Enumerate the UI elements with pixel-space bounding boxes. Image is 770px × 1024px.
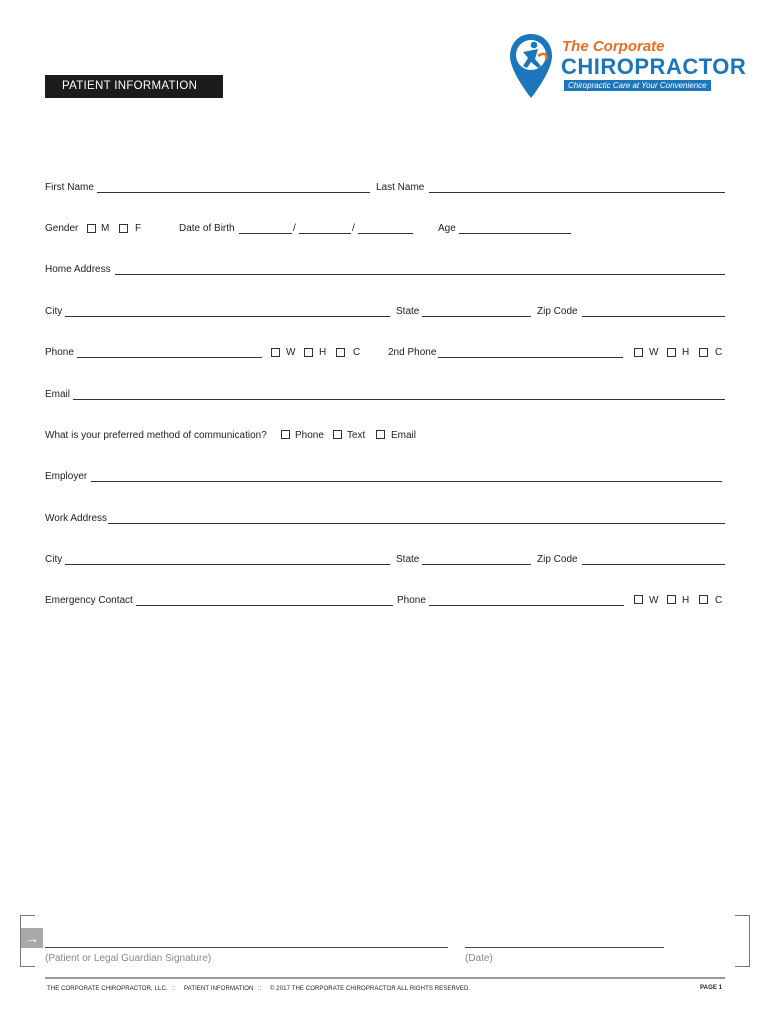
work-zip-field[interactable] [582, 564, 725, 565]
comm-email-label: Email [391, 430, 417, 441]
city-field[interactable] [65, 316, 390, 317]
section-title: PATIENT INFORMATION [62, 80, 198, 92]
location-pin-icon [508, 32, 554, 100]
emergency-w-label: W [649, 595, 659, 606]
zip-field[interactable] [582, 316, 725, 317]
gender-f-checkbox[interactable] [119, 224, 128, 233]
state-field[interactable] [422, 316, 531, 317]
emergency-phone-field[interactable] [429, 605, 624, 606]
footer-divider [45, 977, 725, 979]
phone-h-checkbox[interactable] [304, 348, 313, 357]
footer-separator: :: [258, 986, 262, 992]
dob-label: Date of Birth [179, 223, 235, 234]
signature-label: (Patient or Legal Guardian Signature) [45, 953, 212, 964]
dob-month-field[interactable] [239, 233, 292, 234]
gender-m-checkbox[interactable] [87, 224, 96, 233]
gender-label: Gender [45, 223, 79, 234]
sign-here-tab [21, 928, 43, 948]
footer-separator: :: [172, 986, 176, 992]
comm-phone-label: Phone [295, 430, 324, 441]
dob-separator: / [352, 223, 355, 234]
footer-company: THE CORPORATE CHIROPRACTOR, LLC. [47, 986, 168, 992]
second-phone-c-checkbox[interactable] [699, 348, 708, 357]
work-zip-label: Zip Code [537, 554, 578, 565]
footer-doc-title: PATIENT INFORMATION [184, 986, 254, 992]
second-phone-c-label: C [715, 347, 723, 358]
signature-bracket-right [735, 915, 750, 967]
email-label: Email [45, 389, 71, 400]
section-title-bar [45, 75, 223, 98]
emergency-c-label: C [715, 595, 723, 606]
work-city-label: City [45, 554, 63, 565]
phone-w-checkbox[interactable] [271, 348, 280, 357]
signature-date-field[interactable] [465, 947, 664, 948]
home-address-field[interactable] [115, 274, 725, 275]
work-city-field[interactable] [65, 564, 390, 565]
emergency-h-label: H [682, 595, 690, 606]
work-state-field[interactable] [422, 564, 531, 565]
work-address-label: Work Address [45, 513, 108, 524]
phone-w-label: W [286, 347, 296, 358]
work-address-field[interactable] [108, 523, 725, 524]
signature-field[interactable] [45, 947, 448, 948]
phone-c-label: C [353, 347, 361, 358]
work-state-label: State [396, 554, 420, 565]
first-name-field[interactable] [97, 192, 370, 193]
last-name-field[interactable] [429, 192, 725, 193]
footer-copyright: © 2017 THE CORPORATE CHIROPRACTOR ALL RIGHTS RESERVED. [270, 986, 471, 992]
logo-line2: CHIROPRACTOR [561, 54, 747, 79]
emergency-phone-label: Phone [397, 595, 426, 606]
dob-separator: / [293, 223, 296, 234]
brand-logo [505, 32, 747, 102]
second-phone-h-checkbox[interactable] [667, 348, 676, 357]
signature-date-label: (Date) [465, 953, 493, 964]
second-phone-h-label: H [682, 347, 690, 358]
gender-f-label: F [135, 223, 142, 234]
emergency-contact-label: Emergency Contact [45, 595, 133, 606]
phone-h-label: H [319, 347, 327, 358]
age-label: Age [438, 223, 456, 234]
email-field[interactable] [73, 399, 725, 400]
dob-year-field[interactable] [358, 233, 413, 234]
comm-text-label: Text [347, 430, 366, 441]
footer-page-number: PAGE 1 [700, 985, 723, 991]
logo-line1: The Corporate [562, 38, 665, 55]
emergency-c-checkbox[interactable] [699, 595, 708, 604]
state-label: State [396, 306, 420, 317]
comm-text-checkbox[interactable] [333, 430, 342, 439]
zip-label: Zip Code [537, 306, 578, 317]
home-address-label: Home Address [45, 264, 111, 275]
age-field[interactable] [459, 233, 571, 234]
employer-label: Employer [45, 471, 88, 482]
dob-day-field[interactable] [299, 233, 351, 234]
employer-field[interactable] [91, 481, 722, 482]
arrow-icon: → [25, 930, 39, 946]
emergency-w-checkbox[interactable] [634, 595, 643, 604]
phone-label: Phone [45, 347, 74, 358]
comm-phone-checkbox[interactable] [281, 430, 290, 439]
gender-m-label: M [101, 223, 110, 234]
second-phone-w-label: W [649, 347, 659, 358]
last-name-label: Last Name [376, 182, 425, 193]
phone-field[interactable] [77, 357, 262, 358]
logo-tagline: Chiropractic Care at Your Convenience [564, 80, 711, 91]
emergency-contact-field[interactable] [136, 605, 393, 606]
emergency-h-checkbox[interactable] [667, 595, 676, 604]
comm-question: What is your preferred method of communication? [45, 430, 267, 441]
second-phone-field[interactable] [438, 357, 623, 358]
second-phone-label: 2nd Phone [388, 347, 437, 358]
city-label: City [45, 306, 63, 317]
comm-email-checkbox[interactable] [376, 430, 385, 439]
second-phone-w-checkbox[interactable] [634, 348, 643, 357]
phone-c-checkbox[interactable] [336, 348, 345, 357]
first-name-label: First Name [45, 182, 94, 193]
